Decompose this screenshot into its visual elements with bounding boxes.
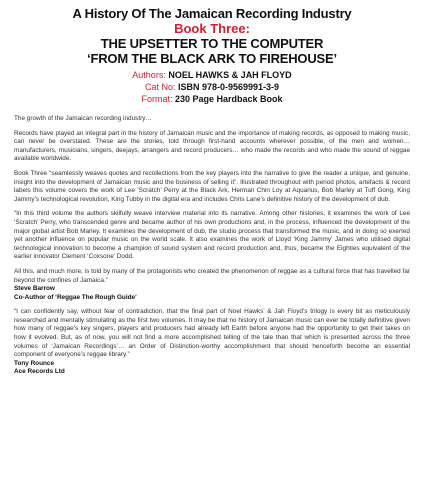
book-title-line2: ‘FROM THE BLACK ARK TO FIREHOUSE’ [87,51,337,66]
paragraph-1: Records have played an integral part in the history of Jamaican music and the importance of making records, as opposed to making music, can never be overstated. These are the stories, told through first-hand accounts wherever possible, of the men and women… manufacturers, musicians, singers, deejays, arrangers and record producers… who made the records and who made the sound of reggae available worldwide. [14,129,410,163]
book-header [14,6,410,105]
quote2-author-role: Ace Records Ltd [14,368,65,376]
book-title-line1: THE UPSETTER TO THE COMPUTER [100,36,324,51]
series-title: A History Of The Jamaican Recording Industry [72,6,352,21]
quote-author-name: Steve Barrow [14,285,55,293]
quote2-author-name: Tony Rounce [14,359,55,367]
cat-value: ISBN 978-0-9569991-3-9 [177,82,280,92]
cat-label: Cat No: [144,82,176,92]
format-line [14,93,410,105]
cat-line [14,81,410,93]
quote-author-role: Co-Author of ‘Reggae The Rough Guide’ [14,293,137,301]
book-meta [14,69,410,105]
book-number: Book Three: [174,21,250,36]
quote-paragraph-2: All this, and much more, is told by many of the protagonists who created the phenomenon of reggae as a cultural force that has travelled far beyond the confines of Jamaica.” [14,267,410,284]
format-value: 230 Page Hardback Book [174,94,283,104]
authors-line [14,69,410,81]
paragraph-2: Book Three “seamlessly weaves quotes and recollections from the key players into the narrative to give the reader a unique, and genuine, insight into the development of Jamaican music and the business of selling it”. Illustrated throughout with period photos, artefacts & record labels this volume covers the work of Lee ‘Scratch’ Perry at the Black Ark, Herman Chin Loy at Aquarius, Bob Marley at Tuff Gong, King Jammy’s technological revolution, King Tubby in the digital era and includes Chris Lane’s definitive history of the development of dub. [14,169,410,203]
intro-paragraph: The growth of the Jamaican recording industry… [14,115,152,122]
authors-label: Authors: [132,70,166,80]
description-body [14,115,410,377]
quote-paragraph-3: “I can confidently say, without fear of contradiction, that the final part of Noel Hawks’ & Jah Floyd’s trilogy is every bit as meticulously researched and mentally stimulating as the first two volumes. It may be that no history of Jamaican music can ever be totally definitive given how many of reggae’s key singers, players and producers had already left Earth before anyone had the opportunity to get their takes on how it evolved. But, as of now, you will not find a more accomplished telling of the tale than that which is presented across the three volumes of ‘Jamaican Recordings’… an Order of Distinction-worthy accomplishment that should henceforth become an essential component of everyone’s reggae library.” [14,308,410,359]
format-label: Format: [141,94,173,104]
quote-paragraph-1: “In this third volume the authors skilfully weave interview material into its narrative. Among other histories, it examines the work of Lee ‘Scratch’ Perry, who transcended genre and became author of his own productions and, in the process, influenced the development of the major global artist Bob Marley. It examines the development of dub, the studio process that transformed the music, and in doing so exerted yet another influence on popular music on the world scale. It also examines the work of Lloyd ‘King Jammy’ James who utilised digital technological innovation to become a champion of sound system and record production and, thus, became the Eighties equivalent of the earlier innovator Clement ‘Coxsone’ Dodd. [14,210,410,261]
authors-value: NOEL HAWKS & JAH FLOYD [168,70,292,80]
